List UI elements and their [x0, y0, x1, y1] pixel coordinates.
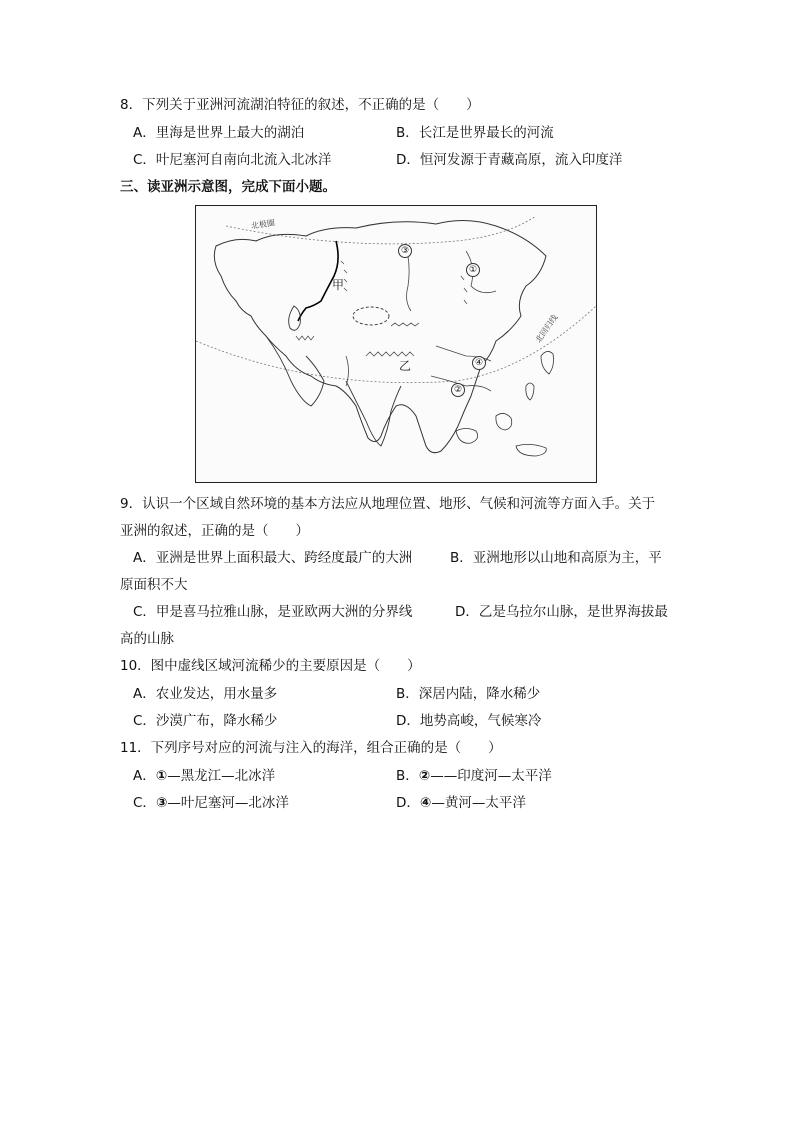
question-10-option-b[interactable]: B．深居内陆，降水稀少 — [396, 686, 541, 702]
option-b-number: ② — [418, 768, 431, 784]
arabian-peninsula — [266, 336, 324, 406]
question-9-stem-line-1: 9．认识一个区域自然环境的基本方法应从地理位置、地形、气候和河流等方面入手。关于 — [120, 496, 656, 512]
question-10-option-d[interactable]: D．地势高峻，气候寒冷 — [396, 713, 542, 729]
question-10-option-c[interactable]: C．沙漠广布，降水稀少 — [133, 713, 278, 729]
asia-map — [195, 205, 597, 483]
indian-peninsula — [346, 381, 401, 446]
island-2 — [496, 413, 512, 430]
question-9-stem-line-2: 亚洲的叙述，正确的是（ ） — [120, 523, 309, 539]
option-b-prefix: B． — [396, 768, 419, 784]
island-taiwan — [526, 383, 534, 400]
question-8-option-b[interactable]: B．长江是世界最长的河流 — [396, 125, 554, 141]
mountain-east — [461, 276, 467, 304]
question-11-stem: 11．下列序号对应的河流与注入的海洋，组合正确的是（ ） — [120, 740, 502, 756]
tropic-line — [196, 306, 596, 383]
mountain-zagros — [296, 336, 314, 340]
island-1 — [456, 429, 478, 444]
option-d-prefix: D． — [396, 795, 420, 811]
question-9-option-d-line-1[interactable]: D．乙是乌拉尔山脉，是世界海拔最 — [455, 604, 668, 620]
island-japan — [541, 351, 554, 374]
marker-1: ① — [466, 263, 480, 277]
option-d-number: ④ — [419, 795, 432, 811]
asia-map-drawing — [196, 206, 596, 482]
marker-4: ④ — [472, 356, 486, 370]
question-8-stem: 8．下列关于亚洲河流湖泊特征的叙述，不正确的是（ ） — [120, 97, 480, 113]
question-10-stem: 10．图中虚线区域河流稀少的主要原因是（ ） — [120, 658, 421, 674]
question-11-option-c[interactable] — [133, 794, 289, 812]
option-d-text: —黄河—太平洋 — [431, 795, 526, 811]
island-3 — [516, 444, 546, 456]
question-9-option-d-line-2: 高的山脉 — [120, 631, 174, 647]
question-9-option-b-line-2: 原面积不大 — [120, 577, 188, 593]
option-a-number: ① — [155, 768, 168, 784]
option-c-text: —叶尼塞河—北冰洋 — [167, 795, 289, 811]
tropic-label: 北回归线 — [533, 313, 560, 345]
question-9-option-c[interactable]: C．甲是喜马拉雅山脉，是亚欧两大洲的分界线 — [133, 604, 413, 620]
marker-3: ③ — [398, 244, 412, 258]
question-11-option-a[interactable] — [133, 767, 275, 785]
option-c-number: ③ — [155, 795, 168, 811]
option-a-prefix: A． — [133, 768, 156, 784]
question-11-option-b[interactable] — [396, 767, 552, 785]
arctic-circle-label: 北极圈 — [250, 218, 276, 231]
option-a-text: —黑龙江—北冰洋 — [167, 768, 276, 784]
mountain-tianshan — [391, 323, 419, 326]
dashed-region — [353, 307, 389, 325]
label-yi: 乙 — [399, 359, 412, 373]
section-3-title: 三、读亚洲示意图，完成下面小题。 — [120, 179, 336, 195]
question-8-option-c[interactable]: C．叶尼塞河自南向北流入北冰洋 — [133, 152, 332, 168]
label-jia: 甲 — [332, 278, 345, 292]
question-8-option-a[interactable]: A．里海是世界上最大的湖泊 — [133, 125, 305, 141]
question-11-option-d[interactable] — [396, 794, 526, 812]
mountain-himalaya — [366, 352, 414, 356]
question-9-option-a[interactable]: A．亚洲是世界上面积最大、跨经度最广的大洲 — [133, 550, 413, 566]
marker-2: ② — [451, 383, 465, 397]
question-9-option-b-line-1[interactable]: B．亚洲地形以山地和高原为主，平 — [450, 550, 662, 566]
option-c-prefix: C． — [133, 795, 156, 811]
question-10-option-a[interactable]: A．农业发达，用水量多 — [133, 686, 278, 702]
question-8-option-d[interactable]: D．恒河发源于青藏高原，流入印度洋 — [396, 152, 623, 168]
option-b-text: ——印度河—太平洋 — [430, 768, 552, 784]
